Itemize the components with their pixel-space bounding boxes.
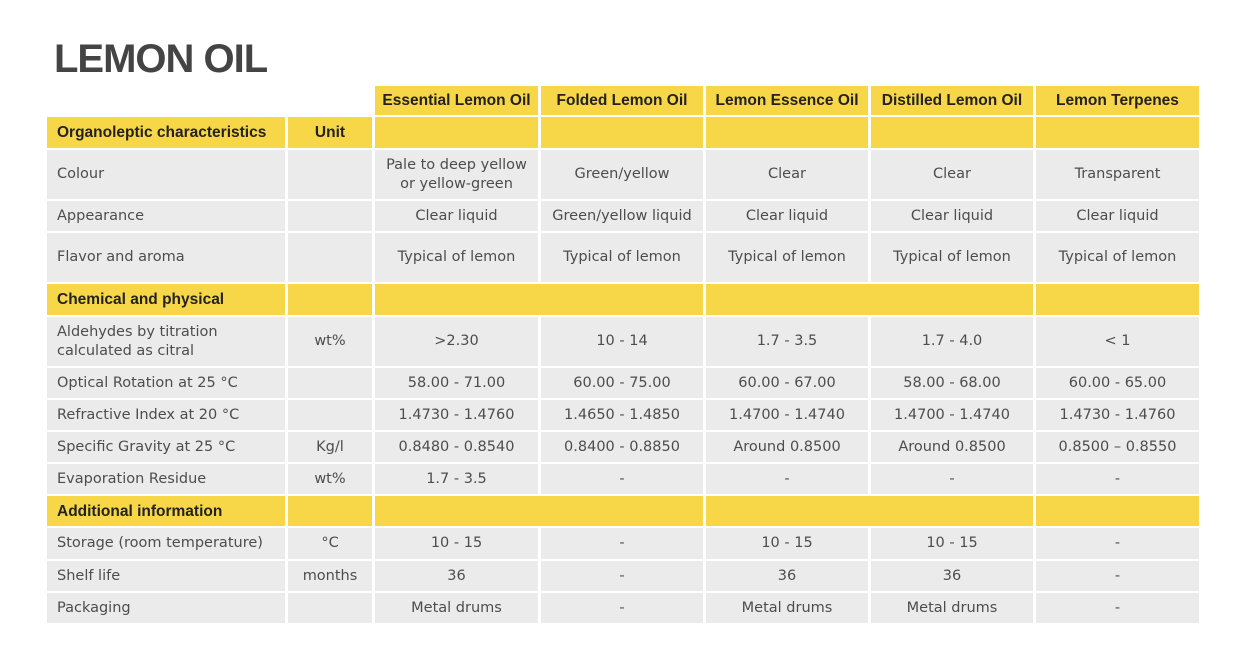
table-cell: 36 — [706, 561, 868, 591]
table-cell: 36 — [375, 561, 538, 591]
row-unit — [288, 201, 372, 231]
section-fill — [706, 284, 1033, 315]
section-title: Organoleptic characteristics — [47, 117, 285, 148]
unit-header — [288, 496, 372, 526]
table-cell: Typical of lemon — [1036, 233, 1199, 282]
section-title: Additional information — [47, 496, 285, 526]
row-label: Specific Gravity at 25 °C — [47, 432, 285, 462]
row-label: Aldehydes by titration calculated as citral — [47, 317, 285, 366]
table-cell: 1.4730 - 1.4760 — [375, 400, 538, 430]
table-cell: 10 - 15 — [871, 528, 1033, 559]
row-label: Shelf life — [47, 561, 285, 591]
table-cell: Metal drums — [871, 593, 1033, 623]
table-cell: 36 — [871, 561, 1033, 591]
table-cell: 0.8500 – 0.8550 — [1036, 432, 1199, 462]
table-cell: Typical of lemon — [706, 233, 868, 282]
row-unit: wt% — [288, 464, 372, 494]
row-unit: °C — [288, 528, 372, 559]
row-label: Storage (room temperature) — [47, 528, 285, 559]
table-cell: Green/yellow — [541, 150, 703, 199]
table-cell: Clear — [871, 150, 1033, 199]
row-unit — [288, 593, 372, 623]
section-fill — [1036, 284, 1199, 315]
table-cell: - — [1036, 593, 1199, 623]
table-cell: - — [541, 561, 703, 591]
row-unit: wt% — [288, 317, 372, 366]
table-cell: Metal drums — [706, 593, 868, 623]
section-fill — [706, 496, 1033, 526]
unit-header — [288, 284, 372, 315]
row-unit: months — [288, 561, 372, 591]
table-cell: 1.4700 - 1.4740 — [871, 400, 1033, 430]
row-unit — [288, 233, 372, 282]
table-cell: 10 - 14 — [541, 317, 703, 366]
table-cell: 60.00 - 75.00 — [541, 368, 703, 398]
section-fill — [375, 117, 538, 148]
column-header: Lemon Terpenes — [1036, 86, 1199, 115]
table-cell: 1.4700 - 1.4740 — [706, 400, 868, 430]
table-cell: - — [1036, 561, 1199, 591]
table-cell: 10 - 15 — [375, 528, 538, 559]
table-cell: - — [871, 464, 1033, 494]
table-cell: 1.7 - 3.5 — [375, 464, 538, 494]
row-unit: Kg/l — [288, 432, 372, 462]
table-cell: 1.4730 - 1.4760 — [1036, 400, 1199, 430]
table-cell: 0.8400 - 0.8850 — [541, 432, 703, 462]
table-cell: Typical of lemon — [541, 233, 703, 282]
table-cell: 58.00 - 71.00 — [375, 368, 538, 398]
table-cell: Clear liquid — [375, 201, 538, 231]
table-cell: - — [1036, 464, 1199, 494]
table-cell: >2.30 — [375, 317, 538, 366]
header-spacer — [47, 86, 372, 115]
table-cell: Typical of lemon — [375, 233, 538, 282]
spec-table — [47, 86, 1193, 622]
table-cell: Green/yellow liquid — [541, 201, 703, 231]
row-label: Appearance — [47, 201, 285, 231]
table-cell: 10 - 15 — [706, 528, 868, 559]
table-cell: Clear liquid — [706, 201, 868, 231]
table-cell: - — [541, 528, 703, 559]
section-title: Chemical and physical — [47, 284, 285, 315]
table-cell: 1.4650 - 1.4850 — [541, 400, 703, 430]
table-cell: - — [706, 464, 868, 494]
row-label: Evaporation Residue — [47, 464, 285, 494]
row-unit — [288, 400, 372, 430]
table-cell: Clear — [706, 150, 868, 199]
row-unit — [288, 150, 372, 199]
row-label: Colour — [47, 150, 285, 199]
section-fill — [706, 117, 868, 148]
table-cell: - — [541, 593, 703, 623]
section-fill — [871, 117, 1033, 148]
table-cell: Metal drums — [375, 593, 538, 623]
column-header: Essential Lemon Oil — [375, 86, 538, 115]
section-fill — [375, 284, 703, 315]
table-cell: 58.00 - 68.00 — [871, 368, 1033, 398]
table-cell: 60.00 - 65.00 — [1036, 368, 1199, 398]
table-cell: Pale to deep yellow or yellow-green — [375, 150, 538, 199]
unit-header: Unit — [288, 117, 372, 148]
table-cell: 1.7 - 4.0 — [871, 317, 1033, 366]
table-cell: 0.8480 - 0.8540 — [375, 432, 538, 462]
column-header: Lemon Essence Oil — [706, 86, 868, 115]
row-label: Refractive Index at 20 °C — [47, 400, 285, 430]
section-fill — [1036, 496, 1199, 526]
row-unit — [288, 368, 372, 398]
column-header: Distilled Lemon Oil — [871, 86, 1033, 115]
section-fill — [541, 117, 703, 148]
section-fill — [375, 496, 703, 526]
table-cell: - — [541, 464, 703, 494]
table-cell: Typical of lemon — [871, 233, 1033, 282]
page-title: LEMON OIL — [54, 37, 268, 81]
row-label: Optical Rotation at 25 °C — [47, 368, 285, 398]
table-cell: Clear liquid — [1036, 201, 1199, 231]
table-cell: Around 0.8500 — [706, 432, 868, 462]
table-cell: Transparent — [1036, 150, 1199, 199]
column-header: Folded Lemon Oil — [541, 86, 703, 115]
table-cell: Around 0.8500 — [871, 432, 1033, 462]
table-cell: 1.7 - 3.5 — [706, 317, 868, 366]
table-cell: Clear liquid — [871, 201, 1033, 231]
row-label: Flavor and aroma — [47, 233, 285, 282]
section-fill — [1036, 117, 1199, 148]
table-cell: - — [1036, 528, 1199, 559]
table-cell: < 1 — [1036, 317, 1199, 366]
table-cell: 60.00 - 67.00 — [706, 368, 868, 398]
row-label: Packaging — [47, 593, 285, 623]
